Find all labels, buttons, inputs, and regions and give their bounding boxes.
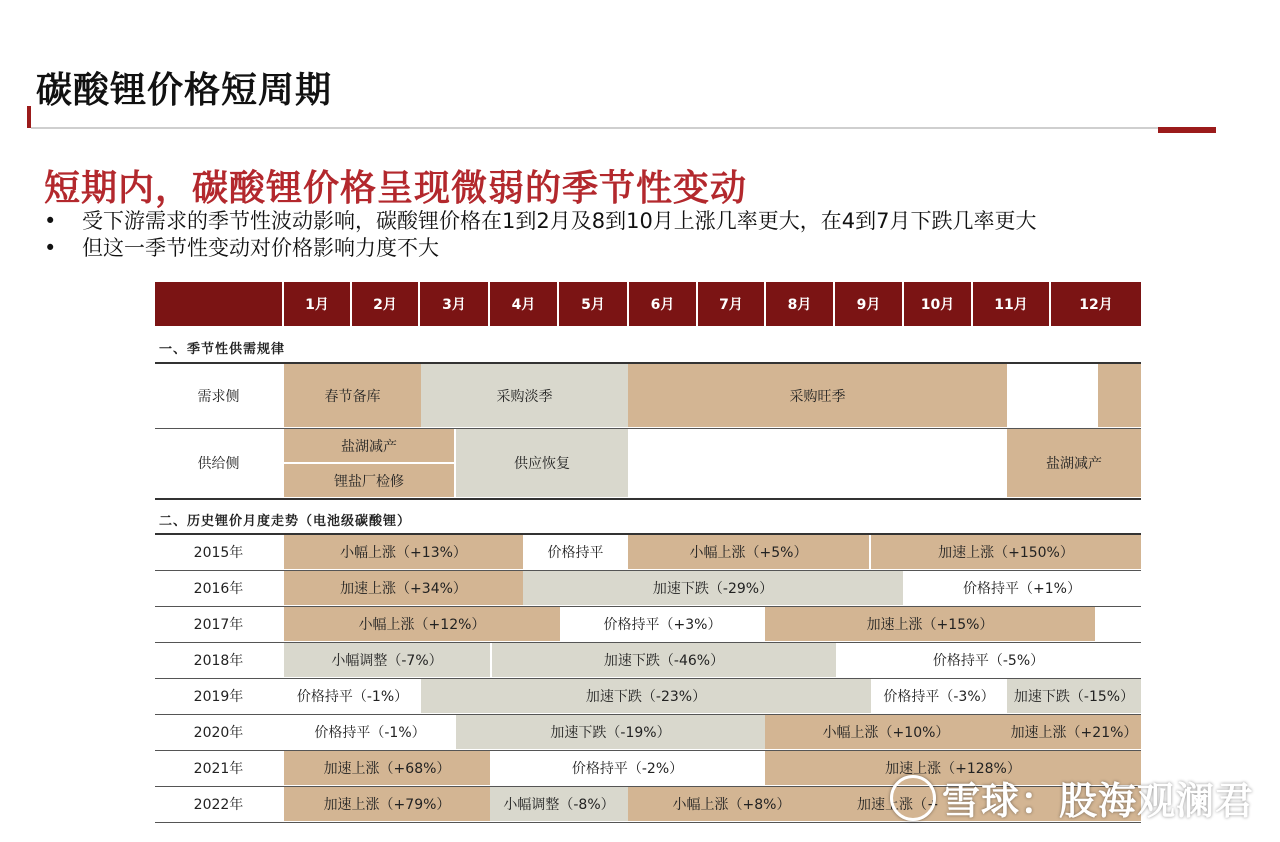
trend-cell: 加速上涨（+150%）	[871, 535, 1141, 569]
month-header: 1月	[284, 282, 350, 326]
bullet-item: • 受下游需求的季节性波动影响，碳酸锂价格在1到2月及8到10月上涨几率更大，在4到7月下跌几率更大	[44, 209, 1037, 233]
trend-cell: 小幅上涨（+8%）	[628, 787, 835, 821]
supply-cell: 锂盐厂检修	[284, 464, 454, 497]
demand-cell: 采购淡季	[421, 364, 628, 427]
watermark-text: 雪球：股海观澜君	[942, 779, 1255, 823]
trend-cell: 价格持平（-1%）	[284, 679, 421, 713]
demand-cell-december	[1098, 364, 1141, 427]
trend-cell: 小幅上涨（+10%）	[765, 715, 1007, 749]
month-header: 12月	[1051, 282, 1141, 326]
trend-cell: 加速下跌（-46%）	[492, 643, 836, 677]
month-header: 11月	[973, 282, 1049, 326]
trend-cell: 小幅上涨（+12%）	[284, 607, 560, 641]
month-header: 5月	[559, 282, 627, 326]
trend-cell: 加速上涨（+68%）	[284, 751, 490, 785]
trend-cell: 价格持平（+1%）	[903, 571, 1141, 605]
month-header: 10月	[904, 282, 971, 326]
trend-cell: 小幅调整（-8%）	[490, 787, 628, 821]
watermark	[890, 770, 1254, 825]
title-accent-bar	[27, 106, 31, 128]
seasonal-price-table	[155, 282, 1141, 842]
title-accent-bar-right	[1158, 127, 1216, 133]
section-heading: 一、季节性供需规律	[159, 342, 286, 357]
trend-cell: 价格持平（-1%）	[284, 715, 456, 749]
trend-cell: 加速上涨（+	[835, 787, 1141, 821]
month-header: 7月	[698, 282, 764, 326]
section-heading: 二、历史锂价月度走势（电池级碳酸锂）	[159, 514, 412, 529]
supply-cell: 盐湖减产	[1007, 429, 1141, 497]
month-header: 6月	[629, 282, 696, 326]
title-divider	[31, 127, 1159, 129]
year-label: 2017年	[193, 617, 244, 633]
year-label: 2016年	[193, 581, 244, 597]
slide-subtitle: 短期内，碳酸锂价格呈现微弱的季节性变动	[44, 168, 748, 209]
trend-cell: 小幅调整（-7%）	[284, 643, 490, 677]
trend-cell: 价格持平（+3%）	[560, 607, 765, 641]
trend-cell: 加速上涨（+21%）	[1007, 715, 1141, 749]
bullet-text: 受下游需求的季节性波动影响，碳酸锂价格在1到2月及8到10月上涨几率更大，在4到7月下跌几率更大	[82, 209, 1037, 233]
divider	[155, 498, 1141, 500]
trend-cell: 价格持平	[523, 535, 628, 569]
row-label-demand: 需求侧	[197, 388, 240, 405]
header-corner	[155, 282, 282, 326]
trend-cell: 小幅上涨（+13%）	[284, 535, 523, 569]
month-header: 2月	[352, 282, 418, 326]
year-label: 2015年	[193, 545, 244, 561]
trend-cell: 价格持平（-2%）	[490, 751, 765, 785]
month-header: 3月	[420, 282, 488, 326]
trend-cell: 加速下跌（-15%）	[1007, 679, 1141, 713]
bullet-list	[44, 208, 1037, 262]
supply-cell: 供应恢复	[456, 429, 628, 497]
year-label: 2022年	[193, 797, 244, 813]
bullet-item: • 但这一季节性变动对价格影响力度不大	[44, 236, 439, 260]
year-label: 2020年	[193, 725, 244, 741]
bullet-text: 但这一季节性变动对价格影响力度不大	[82, 236, 439, 260]
demand-cell: 春节备库	[284, 364, 421, 427]
trend-cell: 加速下跌（-23%）	[421, 679, 871, 713]
trend-cell: 加速上涨（+15%）	[765, 607, 1095, 641]
trend-cell: 加速下跌（-19%）	[456, 715, 765, 749]
month-header: 4月	[490, 282, 557, 326]
month-header: 8月	[766, 282, 833, 326]
year-label: 2021年	[193, 761, 244, 777]
trend-cell: 加速上涨（+128%）	[765, 751, 1141, 785]
trend-cell: 加速上涨（+79%）	[284, 787, 490, 821]
trend-cell: 价格持平（-3%）	[871, 679, 1007, 713]
trend-cell: 加速上涨（+34%）	[284, 571, 523, 605]
snowball-logo-icon	[890, 775, 936, 821]
month-header: 9月	[835, 282, 902, 326]
trend-cell: 小幅上涨（+5%）	[628, 535, 869, 569]
demand-cell: 采购旺季	[628, 364, 1007, 427]
trend-cell: 价格持平（-5%）	[836, 643, 1141, 677]
row-label-supply: 供给侧	[197, 456, 240, 472]
supply-cell: 盐湖减产	[284, 429, 454, 462]
year-label: 2019年	[193, 689, 244, 705]
year-label: 2018年	[193, 653, 244, 669]
trend-cell: 加速下跌（-29%）	[523, 571, 903, 605]
page-title: 碳酸锂价格短周期	[36, 70, 333, 111]
